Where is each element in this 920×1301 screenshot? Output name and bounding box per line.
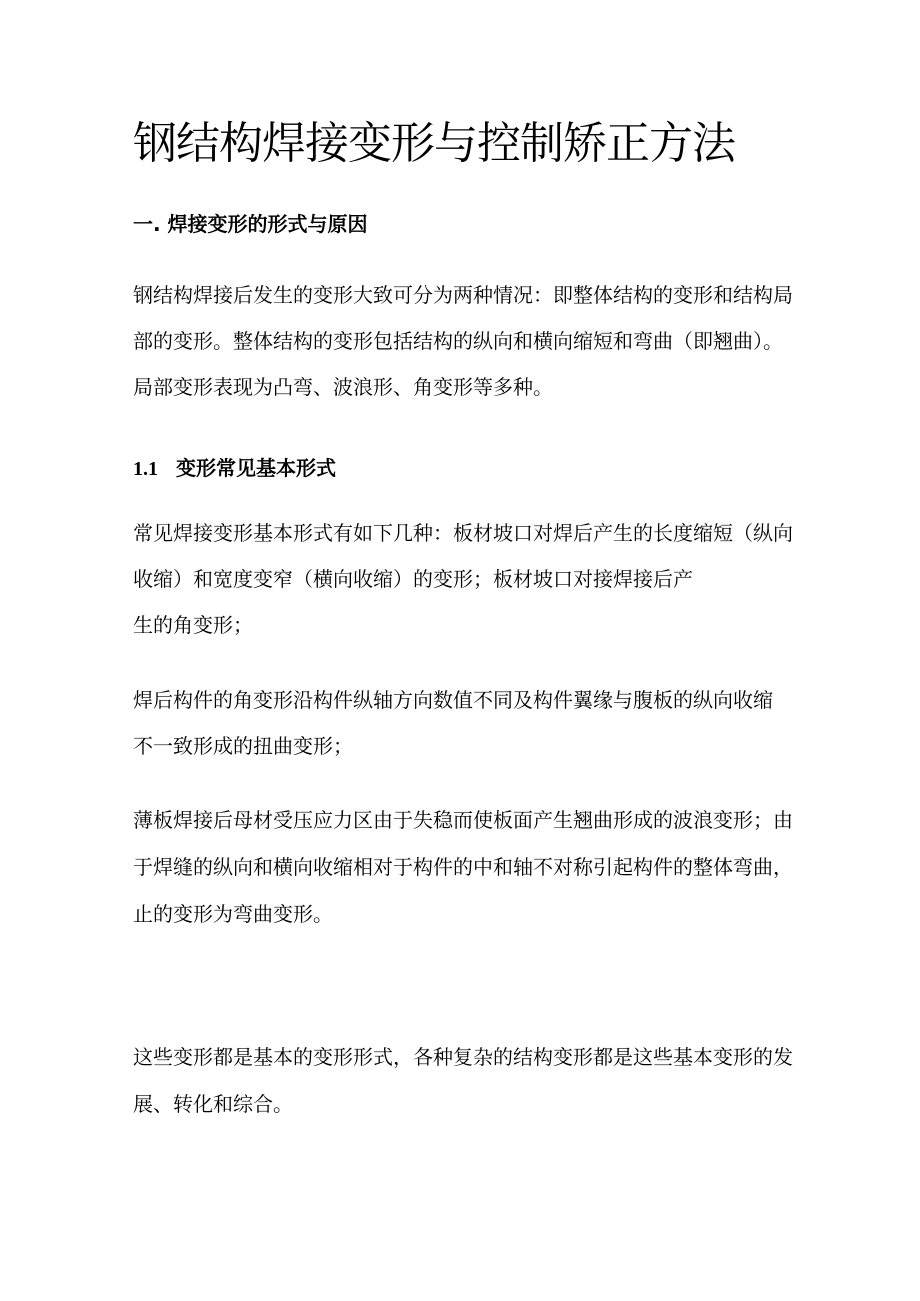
section-heading-text: 变形常见基本形式 — [176, 456, 336, 480]
section1-1-paragraph-1 — [133, 521, 823, 659]
paragraph-line: 钢结构焊接后发生的变形大致可分为两种情况：即整体结构的变形和结构局 — [133, 283, 793, 307]
paragraph-line: 止的变形为弯曲变形。 — [133, 902, 333, 926]
paragraph-line: 部的变形。整体结构的变形包括结构的纵向和横向缩短和弯曲（即翘曲）。 — [133, 329, 783, 353]
paragraph-line: 于焊缝的纵向和横向收缩相对于构件的中和轴不对称引起构件的整体弯曲， — [133, 855, 793, 879]
section-heading-1: 一. 焊接变形的形式与原因 — [133, 212, 368, 236]
paragraph-line: 收缩）和宽度变窄（横向收缩）的变形；板材坡口对接焊接后产 — [133, 567, 693, 591]
paragraph-line: 常见焊接变形基本形式有如下几种：板材坡口对焊后产生的长度缩短（纵向 — [133, 521, 793, 545]
paragraph-line: 焊后构件的角变形沿构件纵轴方向数值不同及构件翼缘与腹板的纵向收缩 — [133, 688, 773, 712]
section-heading-1-1 — [133, 454, 336, 483]
document-title: 钢结构焊接变形与控制矫正方法 — [133, 118, 735, 169]
paragraph-line: 这些变形都是基本的变形形式，各种复杂的结构变形都是这些基本变形的发 — [133, 1045, 793, 1069]
paragraph-line: 不一致形成的扭曲变形； — [133, 734, 353, 758]
section1-paragraph — [133, 283, 823, 421]
paragraph-line: 薄板焊接后母材受压应力区由于失稳而使板面产生翘曲形成的波浪变形；由 — [133, 808, 793, 832]
section1-1-paragraph-3 — [133, 808, 823, 949]
section1-1-paragraph-2 — [133, 688, 823, 780]
section1-1-paragraph-4 — [133, 1045, 823, 1139]
paragraph-line: 展、转化和综合。 — [133, 1092, 293, 1116]
paragraph-line: 生的角变形； — [133, 613, 253, 637]
section-number: 1.1 — [133, 458, 158, 480]
paragraph-line: 局部变形表现为凸弯、波浪形、角变形等多种。 — [133, 375, 553, 399]
